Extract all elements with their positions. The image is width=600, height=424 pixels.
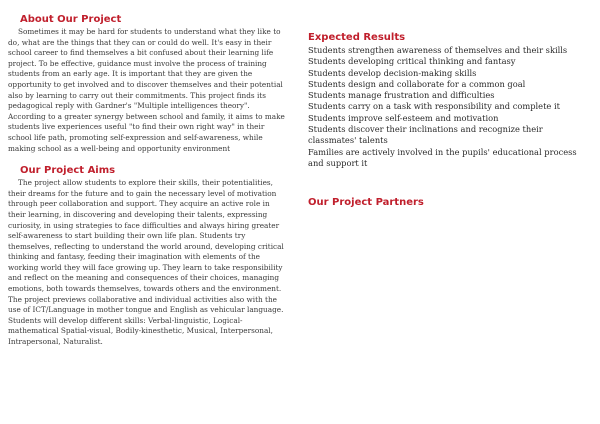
right-column: [308, 32, 593, 210]
results-item: Students carry on a task with responsibility and complete it: [308, 101, 560, 112]
results-item: Students design and collaborate for a common goal: [308, 78, 526, 89]
results-item: Students discover their inclinations and recognize their classmates' talents: [308, 124, 543, 146]
results-list: [308, 45, 593, 169]
partners-heading: Our Project Partners: [308, 197, 424, 209]
results-item: Students improve self-esteem and motivation: [308, 112, 499, 123]
results-item: Students manage frustration and difficulties: [308, 90, 495, 101]
results-item: Students developing critical thinking and fantasy: [308, 56, 516, 67]
results-heading: Expected Results: [308, 32, 406, 43]
results-item: Students develop decision-making skills: [308, 67, 477, 78]
aims-text: The project allow students to explore their skills, their potentialities, their dreams for the future and to gain the necessary level of motivation through peer collaboration and support. They acquire an active role in their learning, in discovering and developing their talents, expressing curiosity, in using strategies to face difficulties and always hiring greater self-awareness to start building their own life plan. Students try themselves, reflecting to understand the world around, developing critical thinking and fantasy, feeding their imagination with elements of the working world they will face growing up. They learn to take responsibility and reflect on the meaning and consequences of their choices, managing emotions, both towards themselves, towards others and the environment. The project previews collaborative and individual activities also with the use of ICT/Language in mother tongue and English as vehicular language. Students will develop different skills: Verbal-linguistic, Logical-mathematical Spatial-visual, Bodily-kinesthetic, Musical, Interpersonal, Intrapersonal, Naturalist.: [8, 178, 284, 347]
results-item: Families are actively involved in the pupils' educational process and support it: [308, 146, 577, 168]
about-heading: About Our Project: [20, 14, 122, 25]
aims-heading: Our Project Aims: [20, 165, 116, 177]
about-text: Sometimes it may be hard for students to understand what they like to do, what are the things that they can or could do well. It's easy in their school career to find themselves a bit confused about their learning life project. To be effective, guidance must involve the process of training students from an early age. It is important that they are given the opportunity to get involved and to discover themselves and their potential also by learning to carry out their commitments. This project finds its pedagogical reply with Gardner's "Multiple intelligences theory". According to a greater synergy between school and family, it aims to make students live experiences useful "to find their own right way" in their school life path, promoting self-expression and self-awareness, while making school as a well-being and opportunity environment: [8, 27, 285, 153]
left-column: [8, 14, 288, 348]
results-item: Students strengthen awareness of themselves and their skills: [308, 45, 568, 55]
